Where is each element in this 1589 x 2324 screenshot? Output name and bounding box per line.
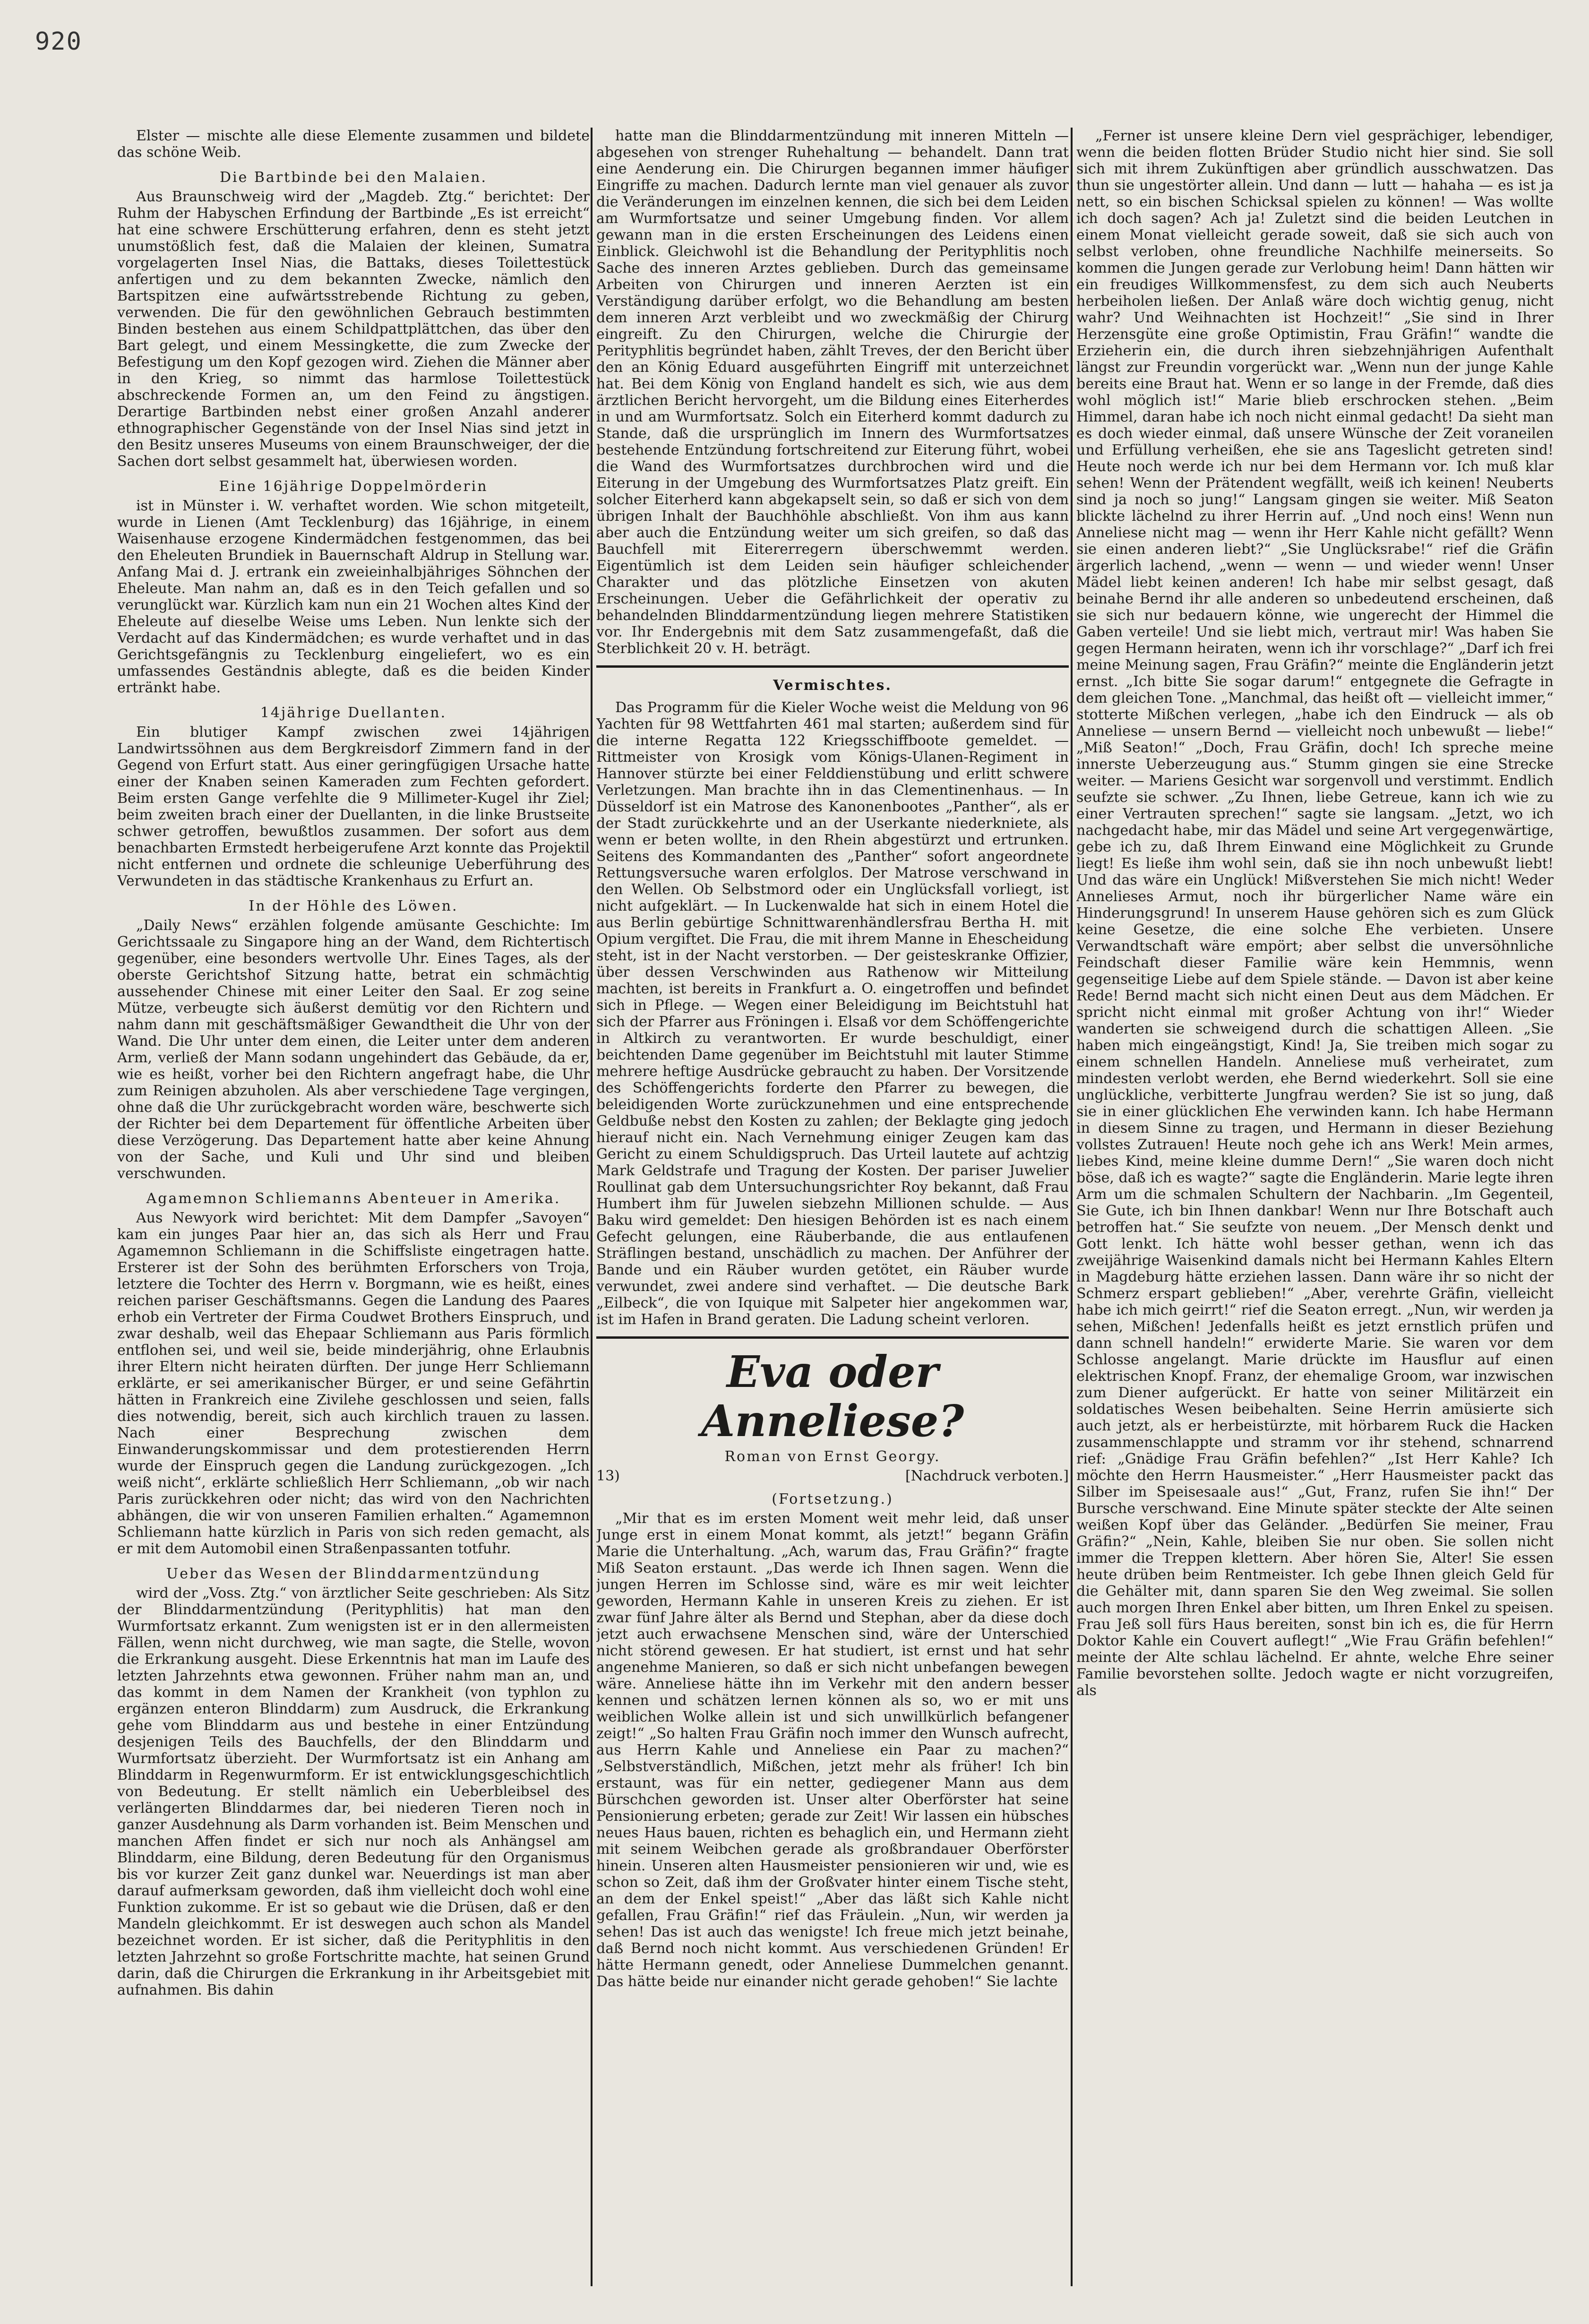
- reprint-notice: [Nachdruck verboten.]: [905, 1468, 1069, 1484]
- misc-body: Das Programm für die Kieler Woche weist die Meldung von 96 Yachten für 98 Wettfahrten 461 mal starten; außerdem sind für die interne Regatta 122 Kriegsschiffboote gemeldet. — Rittmeister von Krosigk vom Königs-Ulanen-Regiment in Hannover stürzte bei einer Felddienstübung und erlitt schwere Verletzungen. Man brachte ihn in das Clementinenhaus. — In Düsseldorf ist ein Matrose des Kanonenbootes „Panther“, als er der Stadt zurückkehrte und an der Userkante niederkniete, als wenn er beten wollte, in den Rhein abgestürzt und ertrunken. Seitens des Kommandanten des „Panther“ sofort angeordnete Rettungsversuche waren erfolglos. Der Matrose verschwand in den Wellen. Ob Selbstmord oder ein Unglücksfall vorliegt, ist nicht aufgeklärt. — In Luckenwalde hat sich in einem Hotel die aus Berlin gebürtige Schnittwarenhändlersfrau Bertha H. mit Opium vergiftet. Die Frau, die mit ihrem Manne in Ehescheidung steht, ist in der Nacht verstorben. — Der geisteskranke Offizier, über dessen Verschwinden aus Rathenow wir Mitteilung machten, ist bereits in Frankfurt a. O. eingetroffen und befindet sich in Pflege. — Wegen einer Beleidigung im Beichtstuhl hat sich der Pfarrer aus Fröningen i. Elsaß vor dem Schöffengerichte in Altkirch zu verantworten. Er wurde beschuldigt, einer beichtenden Dame gegenüber im Beichtstuhl mit lauter Stimme mehrere heftige Ausdrücke gebraucht zu haben. Der Vorsitzende des Schöffengerichts forderte den Pfarrer zu bewegen, die beleidigenden Worte zurückzunehmen und eine entsprechende Geldbuße nebst den Kosten zu zahlen; der Beklagte ging jedoch hierauf nicht ein. Nach Vernehmung einiger Zeugen kam das Gericht zu einem Schuldigspruch. Das Urteil lautete auf achtzig Mark Geldstrafe und Tragung der Kosten. Der pariser Juwelier Roullinat gab dem Untersuchungsrichter Roy bekannt, daß Frau Humbert ihm für Juwelen siebzehn Millionen schulde. — Aus Baku wird gemeldet: Den hiesigen Behörden ist es nach einem Gefecht gelungen, eine Räuberbande, die aus entlaufenen Sträflingen bestand, unschädlich zu machen. Der Anführer der Bande und ein Räuber wurden getötet, ein Räuber wurde verwundet, zwei andere sind verhaftet. — Die deutsche Bark „Eilbeck“, die von Iquique mit Salpeter hier angekommen war, ist im Hafen in Brand geraten. Die Ladung scheint verloren.: [596, 699, 1069, 1328]
- article: [117, 1566, 590, 1998]
- article-heading: In der Höhle des Löwen.: [249, 898, 458, 914]
- article-body: „Daily News“ erzählen folgende amüsante Geschichte: Im Gerichtssaale zu Singapore hing an der Wand, dem Richtertisch gegenüber, eine besonders wertvolle Uhr. Eines Tages, als der oberste Gerichtshof Sitzung hatte, betrat ein schmächtig aussehender Chinese mit einer Leiter den Saal. Er zog seine Mütze, verbeugte sich äußerst demütig vor den Richtern und nahm dann mit geschäftsmäßiger Gewandtheit die Uhr von der Wand. Die Uhr unter dem einen, die Leiter unter dem anderen Arm, verließ der Mann sodann ungehindert das Gebäude, da er, wie es heißt, vorher bei den Richtern angefragt habe, die Uhr zum Reinigen abzuholen. Als aber verschiedene Tage vergingen, ohne daß die Uhr zurückgebracht worden wäre, beschwerte sich der Richter bei dem Departement für öffentliche Arbeiten über diese Verzögerung. Das Departement hatte aber keine Ahnung von der Sache, und Kuli und Uhr sind und bleiben verschwunden.: [117, 917, 590, 1182]
- article-body: Aus Braunschweig wird der „Magdeb. Ztg.“ berichtet: Der Ruhm der Habyschen Erfindung der Bartbinde „Es ist erreicht“ hat eine schwere Erschütterung erfahren, denn es steht jetzt unumstößlich fest, daß die Malaien der kleinen, Sumatra vorgelagerten Insel Nias, die Battaks, dieses Toilettestück anfertigen und zu dem bekannten Zwecke, nämlich den Bartspitzen eine aufwärtsstrebende Richtung zu geben, verwenden. Die für den gewöhnlichen Gebrauch bestimmten Binden bestehen aus einem Schildpattplättchen, das über den Bart gelegt, und einem Messingkette, die zum Zwecke der Befestigung um den Kopf gezogen wird. Ziehen die Männer aber in den Krieg, so nimmt das harmlose Toilettestück abschreckende Formen an, um den Feind zu ängstigen. Derartige Bartbinden nebst einer großen Anzahl anderer ethnographischer Gegenstände von der Insel Nias sind jetzt in den Besitz unseres Museums von einem Braunschweiger, der die Sachen dort selbst gesammelt hat, überwiesen worden.: [117, 189, 590, 470]
- article: [117, 705, 590, 889]
- column-left: [117, 128, 590, 2286]
- article-continuation: hatte man die Blinddarmentzündung mit inneren Mitteln — abgesehen von strenger Ruhehaltung — behandelt. Dann trat eine Aenderung ein. Die Chirurgen begannen immer häufiger Eingriffe zu machen. Dadurch lernte man viel genauer als zuvor die Veränderungen im einzelnen kennen, die sich bei dem Leiden am Wurmfortsatze und seiner Umgebung finden. Vor allem gewann man in die ersten Erscheinungen des Leidens einen Einblick. Gleichwohl ist die Behandlung der Perityphlitis noch Sache des inneren Arztes geblieben. Durch das gemeinsame Arbeiten von Chirurgen und inneren Aerzten ist ein Verständigung darüber erfolgt, wo die Behandlung am besten dem inneren Arzt verbleibt und wo zweckmäßig der Chirurg eingreift. Zu den Chirurgen, welche die Chirurgie der Perityphlitis begründet haben, zählt Treves, der den Bericht über den an König Eduard ausgeführten Eingriff mit unterzeichnet hat. Bei dem König von England handelt es sich, wie aus dem ärztlichen Bericht hervorgeht, um die Bildung eines Eiterherdes in und am Wurmfortsatz. Solch ein Eiterherd kommt dadurch zu Stande, daß die ursprünglich im Innern des Wurmfortsatzes bestehende Entzündung fortschreitend zur Eiterung führt, wobei die Wand des Wurmfortsatzes durchbrochen wird und die Eiterung in der Umgebung des Wurmfortsatzes Platz greift. Ein solcher Eiterherd kann abgekapselt sein, so daß er sich von dem übrigen Inhalt der Bauchhöhle abschließt. Von ihm aus kann aber auch die Entzündung weiter um sich greifen, so daß das Bauchfell mit Eitererregern überschwemmt werden. Eigentümlich ist dem Leiden sein häufiger schleichender Charakter und das plötzliche Einsetzen von akuten Erscheinungen. Ueber die Gefährlichkeit der operativ zu behandelnden Blinddarmentzündung liegen mehrere Statistiken vor. Ihr Endergebnis mit dem Satz zusammengefaßt, daß die Sterblichkeit 20 v. H. beträgt.: [596, 128, 1069, 657]
- article-body: Ein blutiger Kampf zwischen zwei 14jährigen Landwirtssöhnen aus dem Bergkreisdorf Zimmern fand in der Gegend von Erfurt statt. Aus einer geringfügigen Ursache hatte einer der Knaben seinen Kameraden zum Fechten gefordert. Beim ersten Gange verfehlte die 9 Millimeter-Kugel ihr Ziel; beim zweiten brach einer der Duellanten, in die linke Brustseite schwer getroffen, bewußtlos zusammen. Der sofort aus dem benachbarten Ermstedt herbeigerufene Arzt konnte das Projektil nicht entfernen und ordnete die schleunige Ueberführung des Verwundeten in das städtische Krankenhaus zu Erfurt an.: [117, 724, 590, 889]
- novel-title: Eva oder Anneliese?: [701, 1346, 964, 1446]
- column-middle: [596, 128, 1069, 2286]
- article: [117, 898, 590, 1182]
- article-heading: 14jährige Duellanten.: [260, 705, 447, 721]
- article: [117, 169, 590, 470]
- article-heading: Die Bartbinde bei den Malaien.: [219, 169, 488, 186]
- article-heading: Ueber das Wesen der Blinddarmentzündung: [166, 1566, 541, 1582]
- column-divider: [591, 128, 593, 2286]
- article-body: wird der „Voss. Ztg.“ von ärztlicher Seite geschrieben: Als Sitz der Blinddarmentzündung (Perityphlitis) hat man den Wurmfortsatz erkannt. Zum wenigsten ist er in den allermeisten Fällen, wenn nicht durchweg, wie man sagte, die Stelle, wovon die Erkrankung ausgeht. Diese Erkenntnis hat man im Laufe des letzten Jahrzehnts etwa gewonnen. Früher nahm man an, und das kommt in dem Namen der Krankheit (von typhlon zu ergänzen enteron Blinddarm) zum Ausdruck, die Erkrankung gehe vom Blinddarm aus und bestehe in einer Entzündung desjenigen Teils des Bauchfells, der den Blinddarm und Wurmfortsatz überzieht. Der Wurmfortsatz ist ein Anhang am Blinddarm in Regenwurmform. Er ist entwicklungsgeschichtlich von Bedeutung. Er stellt nämlich ein Ueberbleibsel des verlängerten Blinddarmes dar, bei niederen Tieren noch in ganzer Ausdehnung als Darm vorhanden ist. Beim Menschen und manchen Affen findet er sich nur noch als Anhängsel am Blinddarm, eine Bildung, deren Bedeutung für den Organismus bis vor kurzer Zeit ganz dunkel war. Neuerdings ist man aber darauf aufmerksam geworden, daß ihm vielleicht doch wohl eine Funktion zukomme. Er ist so gebaut wie die Drüsen, daß er den Mandeln gleichkommt. Er ist deswegen auch schon als Mandel bezeichnet worden. Er ist sicher, daß die Perityphlitis in den letzten Jahrzehnt so große Fortschritte machte, hat seinen Grund darin, daß die Chirurgen die Erkrankung in ihr Arbeitsgebiet mit aufnahmen. Bis dahin: [117, 1585, 590, 1998]
- article-body: ist in Münster i. W. verhaftet worden. Wie schon mitgeteilt, wurde in Lienen (Amt Tecklenburg) das 16jährige, in einem Waisenhause erzogene Kindermädchen festgenommen, das bei den Eheleuten Brundiek in Bauernschaft Aldrup in Stellung war. Anfang Mai d. J. ertrank ein zweieinhalbjähriges Söhnchen der Eheleute. Man nahm an, daß es in den Teich gefallen und so verunglückt war. Kürzlich kam nun ein 21 Wochen altes Kind der Eheleute auf dieselbe Weise ums Leben. Nun lenkte sich der Verdacht auf das Kindermädchen; es wurde verhaftet und in das Gerichtsgefängnis zu Tecklenburg eingeliefert, wo es ein umfassendes Geständnis ablegte, daß es die beiden Kinder ertränkt habe.: [117, 498, 590, 696]
- lead-text: Elster — mischte alle diese Elemente zusammen und bildete das schöne Weib.: [117, 128, 590, 161]
- column-right: [1076, 128, 1554, 2286]
- section-rule: [596, 1336, 1069, 1339]
- article-heading: Agamemnon Schliemanns Abenteuer in Amerika.: [146, 1190, 561, 1207]
- section-rule: [596, 665, 1069, 668]
- article-heading: Eine 16jährige Doppelmörderin: [219, 478, 488, 495]
- novel-subtitle: Roman von Ernst Georgy.: [724, 1448, 941, 1465]
- article: [117, 1190, 590, 1557]
- column-divider: [1071, 128, 1073, 2286]
- article-body: Aus Newyork wird berichtet: Mit dem Dampfer „Savoyen“ kam ein junges Paar hier an, das sich als Herr und Frau Agamemnon Schliemann in die Schiffsliste eingetragen hatte. Ersterer ist der Sohn des berühmten Erforschers von Troja, letztere die Tochter des Herrn v. Borgmann, wie es heißt, eines reichen pariser Geschäftsmanns. Gegen die Landung des Paares erhob ein Vertreter der Firma Coudwet Brothers Einspruch, und zwar deshalb, weil das Ehepaar Schliemann aus Paris förmlich entflohen sei, und weil sie, beide minderjährig, ohne Erlaubnis ihrer Eltern nicht heiraten dürften. Der junge Herr Schliemann erklärte, er sei amerikanischer Bürger, er und seine Gefährtin hätten in Frankreich eine Zivilehe geschlossen und seien, falls dies notwendig, bereit, sich auch kirchlich trauen zu lassen. Nach einer Besprechung zwischen dem Einwanderungskommissar und dem protestierenden Herrn wurde der Einspruch gegen die Landung zurückgezogen. „Ich weiß nicht“, erklärte schließlich Herr Schliemann, „ob wir nach Paris zurückkehren oder nicht; das wird von den Nachrichten abhängen, die wir von unseren Familien erhalten.“ Agamemnon Schliemann hatte kürzlich in Paris von sich reden gemacht, als er mit dem Automobil einen Straßenpassanten totfuhr.: [117, 1210, 590, 1557]
- novel-body-continued: „Ferner ist unsere kleine Dern viel gesprächiger, lebendiger, wenn die beiden flotten Brüder Studio nicht hier sind. Sie soll sich mit ihrem Zukünftigen aber gründlich ausschwatzen. Das thun sie ungestörter allein. Und dann — lutt — hahaha — es ist ja nett, so ein bischen Schicksal spielen zu können! — Was wollte ich doch sagen? Ach ja! Zuletzt sind die beiden Leutchen in einem Monat vielleicht gerade soweit, daß sie sich auch von selbst verloben, ohne freundliche Nachhilfe meinerseits. So kommen die Jungen gerade zur Verlobung heim! Dann hätten wir ein freudiges Willkommensfest, zu dem sich auch Neuberts herbeiholen ließen. Der Anlaß wäre doch wichtig genug, nicht wahr? Und Weihnachten ist Hochzeit!“ „Sie sind in Ihrer Herzensgüte eine große Optimistin, Frau Gräfin!“ wandte die Erzieherin ein, die durch ihren siebzehnjährigen Aufenthalt längst zur Freundin vorgerückt war. „Wenn nun der junge Kahle bereits eine Braut hat. Wenn er so lange in der Fremde, daß dies wohl möglich ist!“ Marie blieb erschrocken stehen. „Beim Himmel, daran habe ich noch nicht einmal gedacht! Da sieht man es doch wieder einmal, daß unsere Wünsche der Zeit voraneilen und Erfüllung verheißen, ehe sie ans Tageslicht getreten sind! Heute noch werde ich nur bei dem Hermann vor. Ich muß klar sehen! Wenn der Prätendent wegfällt, weiß ich keinen! Neuberts sind ja noch so jung!“ Langsam gingen sie weiter. Miß Seaton blickte lächelnd zu ihrer Herrin auf. „Und noch eins! Wenn nun Anneliese nicht mag — wenn ihr Herr Kahle nicht gefällt? Wenn sie einen anderen liebt?“ „Sie Unglücksrabe!“ rief die Gräfin ärgerlich lachend, „wenn — wenn — und wieder wenn! Unser Mädel liebt keinen anderen! Ich habe mir selbst gesagt, daß beinahe Bernd ihr alle anderen so unbedeutend erscheinen, daß sie sich nur bedauern könne, wie ungerecht der Himmel die Gaben verteile! Und sie liebt mich, vertraut mir! Was haben Sie gegen Hermann heiraten, wenn ich ihr vorschlage?“ „Darf ich frei meine Meinung sagen, Frau Gräfin?“ meinte die Engländerin jetzt ernst. „Ich bitte Sie sogar darum!“ entgegnete die Gefragte in dem gleichen Tone. „Manchmal, das heißt oft — vielleicht immer,“ stotterte Mißchen verlegen, „habe ich den Eindruck — als ob Anneliese — unsern Bernd — vielleicht noch unbewußt — liebe!“ „Miß Seaton!“ „Doch, Frau Gräfin, doch! Ich spreche meine innerste Ueberzeugung aus.“ Stumm gingen sie eine Strecke weiter. — Mariens Gesicht war sorgenvoll und verstimmt. Endlich seufzte sie schwer. „Zu Ihnen, liebe Getreue, kann ich wie zu einer Vertrauten sprechen!“ sagte sie langsam. „Jetzt, wo ich nachgedacht habe, mir das Mädel und seine Art vergegenwärtige, gebe ich zu, daß Ihrem Einwand eine Möglichkeit zu Grunde liegt! Es ließe ihm wohl sein, daß sie ihn noch unbewußt liebt! Und das wäre ein Unglück! Mißverstehen Sie mich nicht! Weder Annelieses Armut, noch ihr bürgerlicher Name wäre ein Hinderungsgrund! In unserem Hause gehören sich es zum Glück keine Gesetze, die eine solche Ehe verbieten. Unsere Verwandtschaft wäre empört; aber selbst die unversöhnliche Feindschaft dieser Familie wäre kein Hemmnis, wenn gegenseitige Liebe auf dem Spiele stände. — Davon ist aber keine Rede! Bernd macht sich nicht einen Deut aus dem Mädchen. Er spricht nicht einmal mit großer Achtung von ihr!“ Wieder wanderten sie schweigend durch die schattigen Alleen. „Sie haben mich eingeängstigt, Kind! Ja, Sie treiben mich sogar zu einem schnellen Handeln. Anneliese muß verheiratet, zum mindesten verlobt werden, ehe Bernd wiederkehrt. Soll sie eine unglückliche, verbitterte Jungfrau werden? Sie ist so jung, daß sie in einer glücklichen Ehe verwinden kann. Ich habe Hermann in diesem Sinne zu tragen, und Hermann in dieser Beziehung vollstes Zutrauen! Heute noch gehe ich ans Werk! Mein armes, liebes Kind, meine kleine dumme Dern!“ „Sie waren doch nicht böse, daß ich es wagte?“ sagte die Engländerin. Marie legte ihren Arm um die schmalen Schultern der Nachbarin. „Im Gegenteil, Sie Gute, ich bin Ihnen dankbar! Wenn nur Ihre Botschaft auch betroffen hat.“ Sie seufzte von neuem. „Der Mensch denkt und Gott lenkt. Ich hätte wohl besser gethan, wenn ich das zweijährige Waisenkind damals nicht bei Hermann Kahles Eltern in Magdeburg hätte erziehen lassen. Dann wäre ihr so nicht der Schmerz erspart geblieben!“ „Aber, verehrte Gräfin, vielleicht habe ich mich geirrt!“ rief die Seaton erregt. „Nun, wir werden ja sehen, Mißchen! Jedenfalls heißt es jetzt ernstlich prüfen und dann schnell handeln!“ erwiderte Marie. Sie waren vor dem Schlosse angelangt. Marie drückte im Hausflur auf einen elektrischen Knopf. Franz, der ehemalige Groom, war inzwischen zum Diener aufgerückt. Er hatte von seiner Militärzeit ein soldatisches Wesen beibehalten. Seine Herrin amüsierte sich auch jetzt, als er herbeistürzte, mit hörbarem Ruck die Hacken zusammenschlappte und stramm vor ihr stehend, schnarrend rief: „Gnädige Frau Gräfin befehlen?“ „Ist Herr Kahle? Ich möchte den Herrn Hausmeister.“ „Herr Hausmeister packt das Silber im Speisesaale aus!“ „Gut, Franz, rufen Sie ihn!“ Der Bursche verschwand. Eine Minute später steckte der Alte seinen weißen Kopf über das Geländer. „Bedürfen Sie meiner, Frau Gräfin?“ „Nein, Kahle, bleiben Sie nur oben. Sie sollen nicht immer die Treppen klettern. Aber hören Sie, Alter! Sie essen heute drüben beim Rentmeister. Ich gebe Ihnen gleich Geld für die Gehälter mit, dann sparen Sie den Weg zweimal. Sie sollen auch morgen Ihren Enkel aber bitten, um Ihren Enkel zu speisen. Frau Jeß soll fürs Haus bereiten, sonst bin ich es, die für Herrn Doktor Kahle ein Couvert auflegt!“ „Wie Frau Gräfin befehlen!“ meinte der Alte schlau lächelnd. Er ahnte, welche Ehre seiner Familie bevorstehen sollte. Jedoch wagte er nicht vorzugreifen, als: [1076, 128, 1554, 1699]
- article: [117, 478, 590, 696]
- novel-installment-number: 13): [596, 1468, 620, 1484]
- novel-meta: [596, 1468, 1069, 1484]
- page-number: 920: [35, 27, 82, 56]
- novel-body: „Mir that es im ersten Moment weit mehr leid, daß unser Junge erst in einem Monat kommt, als jetzt!“ begann Gräfin Marie die Unterhaltung. „Ach, warum das, Frau Gräfin?“ fragte Miß Seaton erstaunt. „Das werde ich Ihnen sagen. Wenn die jungen Herren im Schlosse sind, wäre es mir weit leichter geworden, Hermann Kahle in unseren Kreis zu ziehen. Er ist zwar fünf Jahre älter als Bernd und Stephan, aber da diese doch jetzt auch erwachsene Menschen sind, wäre der Unterschied nicht störend gewesen. Er hat studiert, ist ernst und hat sehr angenehme Manieren, so daß er sich nicht unbefangen bewegen wäre. Anneliese hätte ihn im Verkehr mit den andern besser kennen und schätzen lernen können als so, wo er mit uns weiblichen Wolke allein ist und sich unwillkürlich befangener zeigt!“ „So halten Frau Gräfin noch immer den Wunsch aufrecht, aus Herrn Kahle und Anneliese ein Paar zu machen?“ „Selbstverständlich, Mißchen, jetzt mehr als früher! Ich bin erstaunt, was für ein netter, gediegener Mann aus dem Bürschchen geworden ist. Unser alter Oberförster hat seine Pensionierung erbeten; gerade zur Zeit! Wir lassen ein hübsches neues Haus bauen, richten es behaglich ein, und Hermann zieht mit seinem Weibchen gerade als großbrandauer Oberförster hinein. Unseren alten Hausmeister pensionieren wir und, wie es schon so Zeit, daß ihm der Großvater hinter einem Tische steht, an dem der Enkel speist!“ „Aber das läßt sich Kahle nicht gefallen, Frau Gräfin!“ rief das Fräulein. „Nun, wir werden ja sehen! Das ist auch das wenigste! Ich freue mich jetzt beinahe, daß Bernd noch nicht kommt. Aus verschiedenen Gründen! Er hätte Hermann genedt, oder Anneliese Dummelchen genannt. Das hätte beide nur einander nicht gerade gehoben!“ Sie lachte: [596, 1510, 1069, 1990]
- misc-heading: Vermischtes.: [773, 677, 892, 694]
- continuation-label: (Fortsetzung.): [772, 1491, 893, 1507]
